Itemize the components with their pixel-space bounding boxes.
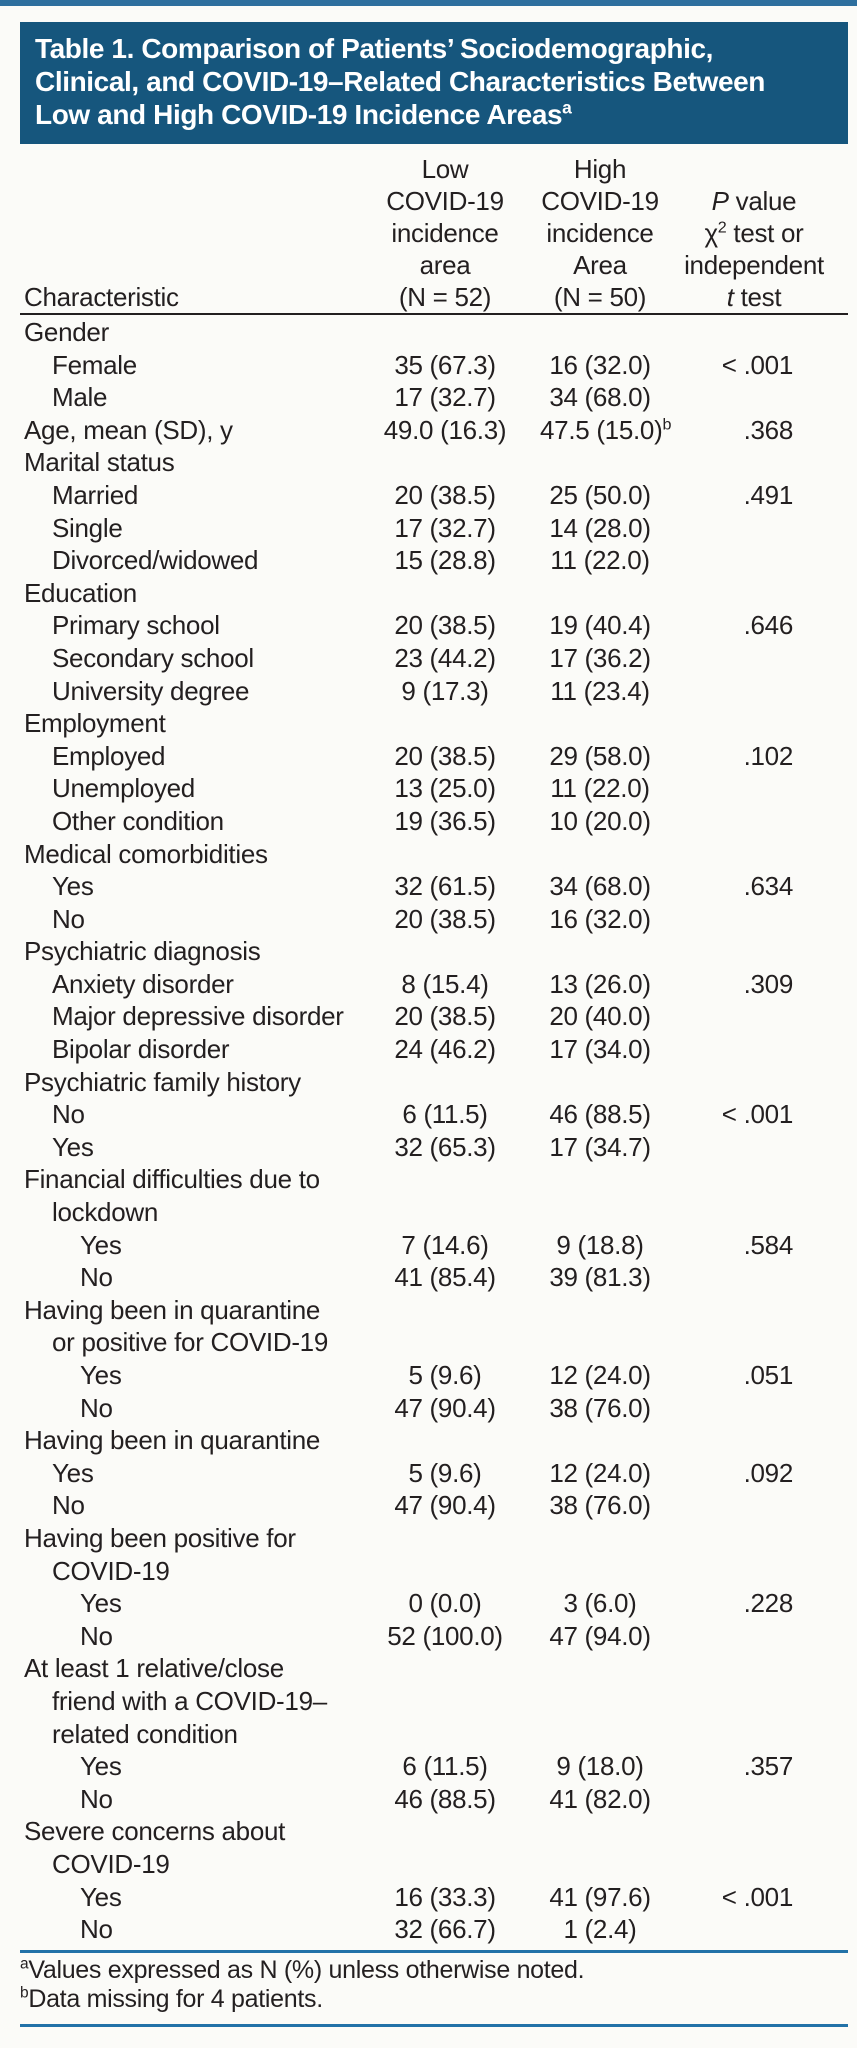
cell-p-value — [660, 577, 848, 610]
table-row — [20, 1881, 848, 1914]
cell-characteristic: Yes — [80, 1751, 122, 1782]
cell-high-value — [540, 1815, 660, 1848]
cell-low-value — [350, 1815, 540, 1848]
cell-low-value: 17 (32.7) — [394, 382, 496, 413]
cell-characteristic: Primary school — [52, 610, 220, 641]
table-row — [20, 675, 848, 708]
column-header-high-incidence: High COVID-19 incidence Area (N = 50) — [541, 154, 659, 312]
cell-high-value — [540, 1326, 660, 1359]
cell-high-value: 19 (40.4) — [549, 610, 651, 641]
cell-p-value — [660, 1489, 848, 1522]
table-title-line: Low and High COVID-19 Incidence Areas$^a$ — [35, 97, 572, 130]
table-row — [20, 1750, 848, 1783]
cell-p-value — [660, 512, 848, 545]
cell-characteristic: Severe concerns about — [24, 1816, 286, 1847]
cell-high-value: 12 (24.0) — [549, 1360, 651, 1390]
footnote-a: $^a$Values expressed as N (%) unless otherwise noted. — [20, 1955, 585, 1984]
cell-characteristic: University degree — [52, 675, 250, 706]
cell-p-value: .102 — [743, 740, 793, 771]
table-row — [20, 1685, 848, 1718]
cell-characteristic: COVID-19 — [52, 1848, 170, 1879]
table-row — [20, 512, 848, 545]
table-row — [20, 1815, 848, 1848]
cell-p-value — [660, 935, 848, 968]
cell-high-value — [540, 1718, 660, 1751]
cell-low-value: 20 (38.5) — [394, 740, 496, 771]
cell-high-value: 12 (24.0) — [549, 1457, 651, 1488]
table-row — [20, 1098, 848, 1131]
cell-characteristic: Psychiatric family history — [24, 1066, 301, 1097]
cell-p-value — [660, 707, 848, 740]
cell-characteristic: Education — [24, 577, 137, 608]
cell-characteristic: Other condition — [52, 805, 224, 836]
table-row — [20, 1294, 848, 1327]
cell-characteristic: Yes — [80, 1881, 122, 1912]
cell-high-value: 47.5 $(15.0)^b$ — [540, 414, 672, 445]
cell-p-value — [660, 1424, 848, 1457]
cell-high-value: 39 (81.3) — [549, 1262, 651, 1293]
cell-low-value: 16 (33.3) — [394, 1881, 496, 1912]
table-row — [20, 1392, 848, 1425]
table-row — [20, 903, 848, 936]
cell-high-value — [540, 1424, 660, 1457]
cell-high-value — [540, 1848, 660, 1881]
cell-p-value — [660, 1555, 848, 1588]
cell-characteristic: Marital status — [24, 447, 175, 478]
cell-characteristic: Secondary school — [52, 642, 254, 673]
cell-low-value: 47 (90.4) — [394, 1392, 496, 1423]
cell-p-value: < .001 — [721, 1099, 793, 1130]
table-row — [20, 1522, 848, 1555]
cell-high-value — [540, 707, 660, 740]
cell-characteristic: No — [52, 903, 85, 934]
cell-low-value: 23 (44.2) — [394, 642, 496, 673]
cell-p-value — [660, 316, 848, 349]
cell-characteristic: Major depressive disorder — [52, 1001, 344, 1032]
cell-low-value: 41 (85.4) — [394, 1262, 496, 1293]
cell-low-value — [350, 838, 540, 871]
cell-p-value — [660, 1848, 848, 1881]
cell-characteristic: No — [52, 1490, 85, 1521]
cell-low-value: 0 (0.0) — [408, 1588, 482, 1619]
table-row — [20, 1000, 848, 1033]
table-row — [20, 446, 848, 479]
cell-p-value: .357 — [743, 1751, 793, 1782]
table-row — [20, 1913, 848, 1946]
cell-high-value: 14 (28.0) — [549, 512, 651, 543]
cell-high-value: 11 (23.4) — [550, 675, 650, 706]
cell-characteristic: Yes — [80, 1229, 122, 1260]
cell-high-value: 38 (76.0) — [549, 1392, 651, 1423]
cell-high-value: 16 (32.0) — [549, 903, 651, 934]
cell-characteristic: Yes — [80, 1360, 122, 1390]
cell-high-value: 20 (40.0) — [549, 1001, 651, 1032]
cell-low-value: 24 (46.2) — [394, 1034, 496, 1065]
table-row — [20, 838, 848, 871]
cell-low-value: 20 (38.5) — [394, 610, 496, 641]
cell-p-value — [660, 1196, 848, 1229]
cell-low-value: 8 (15.4) — [401, 968, 489, 999]
cell-p-value — [660, 675, 848, 708]
cell-characteristic: Employment — [24, 708, 166, 739]
cell-p-value — [660, 805, 848, 838]
table-row — [20, 349, 848, 382]
table-row — [20, 1424, 848, 1457]
cell-low-value: 5 (9.6) — [408, 1457, 482, 1488]
table-row — [20, 1131, 848, 1164]
table-row — [20, 479, 848, 512]
cell-characteristic: Single — [52, 512, 123, 543]
table-row — [20, 968, 848, 1001]
cell-low-value — [350, 1718, 540, 1751]
cell-p-value — [660, 1620, 848, 1653]
cell-p-value — [660, 1294, 848, 1327]
cell-low-value — [350, 1424, 540, 1457]
cell-high-value: 25 (50.0) — [549, 479, 651, 510]
cell-characteristic: related condition — [52, 1718, 238, 1749]
cell-low-value — [350, 577, 540, 610]
cell-low-value — [350, 1066, 540, 1099]
cell-high-value: 17 (36.2) — [549, 642, 651, 673]
cell-p-value — [660, 381, 848, 414]
cell-low-value: 7 (14.6) — [401, 1229, 489, 1260]
header-rule — [20, 313, 848, 315]
cell-p-value — [660, 1066, 848, 1099]
cell-p-value — [660, 1163, 848, 1196]
cell-low-value: 6 (11.5) — [402, 1751, 488, 1782]
cell-low-value — [350, 1522, 540, 1555]
cell-low-value — [350, 1685, 540, 1718]
cell-low-value: 13 (25.0) — [394, 773, 496, 804]
bottom-rule — [20, 2024, 848, 2027]
table-row — [20, 316, 848, 349]
cell-p-value — [660, 1392, 848, 1425]
cell-low-value — [350, 446, 540, 479]
cell-low-value — [350, 935, 540, 968]
cell-high-value — [540, 1294, 660, 1327]
footnote-top-rule — [20, 1950, 848, 1953]
cell-low-value: 49.0 (16.3) — [383, 414, 507, 445]
cell-low-value — [350, 316, 540, 349]
cell-high-value: 13 (26.0) — [549, 968, 651, 999]
cell-characteristic: friend with a COVID-19– — [52, 1685, 327, 1716]
cell-low-value — [350, 1163, 540, 1196]
cell-characteristic: No — [80, 1392, 113, 1423]
cell-high-value — [540, 838, 660, 871]
cell-characteristic: lockdown — [52, 1197, 158, 1228]
footnote-marker-a: a — [562, 97, 572, 118]
cell-p-value — [660, 642, 848, 675]
cell-high-value — [540, 1555, 660, 1588]
cell-characteristic: No — [80, 1262, 113, 1293]
cell-p-value — [660, 1033, 848, 1066]
table-row — [20, 1783, 848, 1816]
cell-characteristic: No — [80, 1783, 113, 1814]
table-title-banner — [20, 22, 848, 144]
cell-low-value — [350, 1555, 540, 1588]
table-row — [20, 642, 848, 675]
cell-characteristic: Medical comorbidities — [24, 838, 268, 869]
cell-high-value — [540, 1163, 660, 1196]
cell-low-value — [350, 1196, 540, 1229]
cell-low-value: 20 (38.5) — [394, 903, 496, 934]
table-title-line: Table 1. Comparison of Patients’ Sociodemographic, — [35, 33, 714, 64]
cell-high-value: 16 (32.0) — [549, 349, 651, 380]
cell-p-value: .309 — [743, 968, 793, 999]
cell-p-value — [660, 1522, 848, 1555]
table-row — [20, 1555, 848, 1588]
table-row — [20, 740, 848, 773]
cell-low-value: 20 (38.5) — [394, 1001, 496, 1032]
cell-characteristic: COVID-19 — [52, 1555, 170, 1586]
cell-high-value: 9 (18.8) — [556, 1229, 644, 1260]
cell-p-value: .646 — [743, 610, 793, 641]
cell-low-value: 6 (11.5) — [402, 1099, 488, 1130]
cell-characteristic: Yes — [52, 1457, 94, 1488]
cell-low-value — [350, 1652, 540, 1685]
cell-high-value: 34 (68.0) — [549, 382, 651, 413]
table-row — [20, 870, 848, 903]
cell-p-value — [660, 1913, 848, 1946]
cell-high-value — [540, 1066, 660, 1099]
footnote-b: $^b$Data missing for 4 patients. — [20, 1984, 323, 2013]
cell-high-value: 41 (97.6) — [549, 1881, 651, 1912]
cell-high-value: 11 (22.0) — [550, 545, 650, 576]
cell-high-value — [540, 1196, 660, 1229]
cell-high-value: 3 (6.0) — [563, 1588, 637, 1619]
cell-p-value: .491 — [743, 479, 793, 510]
cell-p-value — [660, 1131, 848, 1164]
cell-low-value: 52 (100.0) — [387, 1620, 503, 1651]
cell-high-value: 11 (22.0) — [550, 773, 650, 804]
cell-p-value — [660, 1685, 848, 1718]
cell-characteristic: Yes — [52, 871, 94, 902]
cell-high-value — [540, 446, 660, 479]
cell-characteristic: Bipolar disorder — [52, 1034, 230, 1065]
cell-p-value — [660, 1652, 848, 1685]
table-row — [20, 1848, 848, 1881]
top-divider-rule — [0, 0, 857, 6]
cell-high-value: 34 (68.0) — [549, 871, 651, 902]
cell-high-value: 41 (82.0) — [549, 1783, 651, 1814]
cell-characteristic: Unemployed — [52, 773, 195, 804]
cell-low-value: 19 (36.5) — [394, 805, 496, 836]
table-row — [20, 805, 848, 838]
table-row — [20, 935, 848, 968]
cell-p-value — [660, 1815, 848, 1848]
cell-characteristic: At least 1 relative/close — [24, 1653, 284, 1684]
table-row — [20, 707, 848, 740]
cell-p-value — [660, 1783, 848, 1816]
table-row — [20, 544, 848, 577]
cell-p-value — [660, 903, 848, 936]
cell-high-value — [540, 1685, 660, 1718]
cell-characteristic: Married — [52, 479, 139, 510]
cell-low-value: 15 (28.8) — [394, 545, 496, 576]
cell-characteristic: Male — [52, 382, 108, 413]
table-row — [20, 1326, 848, 1359]
table-row — [20, 1359, 848, 1392]
cell-low-value: 35 (67.3) — [394, 349, 496, 380]
table-row — [20, 1652, 848, 1685]
cell-characteristic: Yes — [80, 1588, 122, 1619]
cell-p-value: .634 — [743, 871, 793, 902]
table-title-line: Clinical, and COVID-19–Related Characteristics Between — [35, 66, 765, 97]
table-row — [20, 1587, 848, 1620]
cell-characteristic: Female — [52, 349, 137, 380]
cell-p-value: < .001 — [721, 349, 793, 380]
table-row — [20, 1229, 848, 1262]
table-row — [20, 772, 848, 805]
cell-p-value: .092 — [743, 1457, 793, 1488]
cell-p-value — [660, 1000, 848, 1033]
cell-characteristic: Having been in quarantine — [24, 1294, 321, 1325]
cell-p-value — [660, 446, 848, 479]
cell-low-value: 47 (90.4) — [394, 1490, 496, 1521]
cell-p-value — [660, 1326, 848, 1359]
table-footnotes — [20, 1956, 848, 2013]
cell-characteristic: No — [52, 1099, 85, 1130]
cell-p-value — [660, 1718, 848, 1751]
cell-high-value: 1 (2.4) — [563, 1914, 637, 1945]
table-row — [20, 1489, 848, 1522]
table-row — [20, 1066, 848, 1099]
table-row — [20, 1261, 848, 1294]
column-header-p-value: P value $\chi^2$ test or independent t test — [684, 186, 824, 312]
cell-high-value: 17 (34.7) — [549, 1131, 651, 1162]
cell-characteristic: Having been positive for — [24, 1522, 296, 1553]
cell-p-value — [660, 772, 848, 805]
cell-low-value: 32 (65.3) — [394, 1131, 496, 1162]
cell-high-value: 17 (34.0) — [549, 1034, 651, 1065]
cell-p-value — [660, 1261, 848, 1294]
table-row — [20, 1457, 848, 1490]
cell-characteristic: or positive for COVID-19 — [52, 1327, 329, 1358]
cell-characteristic: Age, mean (SD), y — [24, 414, 233, 445]
cell-high-value — [540, 935, 660, 968]
column-header-low-incidence: Low COVID-19 incidence area (N = 52) — [386, 154, 504, 312]
cell-characteristic: Divorced/widowed — [52, 545, 259, 576]
cell-p-value: .368 — [743, 414, 793, 445]
table-row — [20, 1033, 848, 1066]
cell-low-value — [350, 1848, 540, 1881]
table-row — [20, 414, 848, 447]
cell-p-value: .584 — [743, 1229, 793, 1260]
cell-p-value — [660, 838, 848, 871]
table-row — [20, 609, 848, 642]
column-header-characteristic: Characteristic — [24, 282, 179, 312]
table-row — [20, 381, 848, 414]
cell-low-value: 32 (61.5) — [394, 871, 496, 902]
cell-characteristic: Anxiety disorder — [52, 968, 234, 999]
cell-low-value: 32 (66.7) — [394, 1914, 496, 1945]
cell-high-value: 9 (18.0) — [556, 1751, 644, 1782]
cell-p-value: < .001 — [721, 1881, 793, 1912]
cell-low-value — [350, 1294, 540, 1327]
table-column-headers — [20, 153, 848, 313]
cell-characteristic: Psychiatric diagnosis — [24, 936, 261, 967]
cell-p-value: .051 — [743, 1360, 793, 1390]
cell-low-value: 17 (32.7) — [394, 512, 496, 543]
cell-high-value — [540, 316, 660, 349]
cell-p-value: .228 — [743, 1588, 793, 1619]
cell-low-value: 46 (88.5) — [394, 1783, 496, 1814]
cell-characteristic: Financial difficulties due to — [24, 1164, 320, 1195]
cell-low-value: 5 (9.6) — [408, 1360, 482, 1390]
cell-p-value — [660, 544, 848, 577]
cell-characteristic: Yes — [52, 1131, 94, 1162]
cell-characteristic: No — [80, 1620, 113, 1651]
table-row — [20, 1620, 848, 1653]
cell-characteristic: Employed — [52, 740, 166, 771]
table-row — [20, 1718, 848, 1751]
cell-low-value: 9 (17.3) — [401, 675, 489, 706]
cell-high-value: 38 (76.0) — [549, 1490, 651, 1521]
cell-low-value — [350, 707, 540, 740]
cell-high-value — [540, 577, 660, 610]
cell-characteristic: Gender — [24, 317, 109, 347]
table-body — [20, 316, 848, 1946]
cell-high-value: 47 (94.0) — [549, 1620, 651, 1651]
footnote-marker-b: b — [662, 415, 672, 434]
table-row — [20, 577, 848, 610]
cell-low-value — [350, 1326, 540, 1359]
cell-high-value: 46 (88.5) — [549, 1099, 651, 1130]
cell-characteristic: No — [80, 1914, 113, 1945]
cell-high-value — [540, 1522, 660, 1555]
cell-high-value — [540, 1652, 660, 1685]
table-row — [20, 1163, 848, 1196]
cell-low-value: 20 (38.5) — [394, 479, 496, 510]
cell-high-value: 29 (58.0) — [549, 740, 651, 771]
cell-high-value: 10 (20.0) — [549, 805, 651, 836]
table-row — [20, 1196, 848, 1229]
cell-characteristic: Having been in quarantine — [24, 1425, 321, 1456]
